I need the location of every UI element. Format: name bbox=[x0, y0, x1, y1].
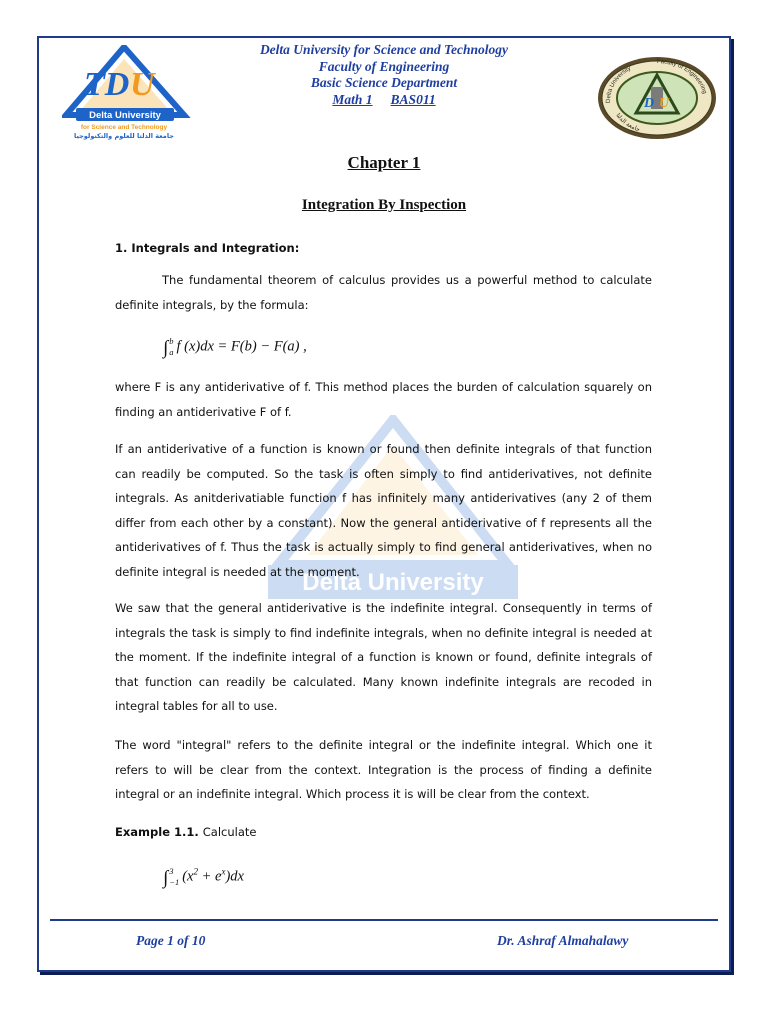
footer-divider bbox=[50, 919, 718, 921]
emblem-ring-bottom: جامعة الدلتا bbox=[614, 112, 641, 134]
header-department: Basic Science Department bbox=[310, 75, 458, 90]
upper-limit: 3 bbox=[169, 866, 174, 876]
paragraph-2: where F is any antiderivative of f. This method places the burden of calculation squarely on finding an antiderivative F of f. bbox=[115, 380, 652, 419]
watermark-text: Delta University bbox=[302, 569, 484, 596]
logo-tagline: for Science and Technology bbox=[80, 124, 168, 131]
exponent-x: x bbox=[221, 866, 226, 877]
svg-text:TD: TD bbox=[84, 66, 130, 103]
chapter-heading: Chapter 1 bbox=[347, 153, 421, 172]
paragraph-5: The word "integral" refers to the definite integral or the indefinite integral. Which one it refers to will be clear from the context. Integration is the process of finding a definite integral or an indefinite integral. Which process it is will be clear from the context. bbox=[115, 738, 652, 801]
svg-text:U: U bbox=[130, 66, 155, 103]
chapter-title: Integration By Inspection bbox=[301, 197, 467, 213]
expr-mid: + e bbox=[197, 868, 222, 885]
footer-author: Dr. Ashraf Almahalawy bbox=[497, 933, 629, 948]
example-text: Calculate bbox=[202, 825, 257, 839]
emblem-ring-left: Delta University bbox=[605, 65, 633, 104]
expr-open: (x bbox=[182, 868, 194, 885]
emblem-ring-right: Faculty of Engineering bbox=[656, 58, 708, 95]
lower-limit: a bbox=[169, 347, 174, 357]
lower-limit: −1 bbox=[169, 877, 180, 887]
paragraph-4: We saw that the general antiderivative is the indefinite integral. Consequently in terms of integrals the task is simply to find indefinite integrals, when no definite integral is needed at the moment. If the indefinite integral of a function is known or found, definite integrals of that function can readily be calculated. Many known indefinite integrals are recoded in integral tables for all to use. bbox=[115, 601, 652, 713]
logo-arabic: جامعة الدلتا للعلوم والتكنولوجيا bbox=[74, 132, 174, 140]
paragraph-1: The fundamental theorem of calculus provides us a powerful method to calculate definite integrals, by the formula: bbox=[115, 273, 652, 312]
logo-name: Delta University bbox=[89, 110, 161, 121]
page-number: Page 1 of 10 bbox=[136, 933, 206, 948]
document-header bbox=[0, 42, 768, 108]
header-course bbox=[0, 92, 768, 109]
expr-close: )dx bbox=[225, 868, 244, 885]
svg-text:D: D bbox=[644, 96, 655, 111]
formula-fundamental-theorem bbox=[163, 336, 307, 359]
upper-limit: b bbox=[169, 336, 174, 346]
section-heading: 1. Integrals and Integration: bbox=[115, 241, 300, 255]
paragraph-3: If an antiderivative of a function is known or found then definite integrals of that function can readily be computed. So the task is often simply to find antiderivatives, not definite integrals. As anitderivatiable function f has infinitely many antiderivatives (any 2 of them differ from each other by a constant). Now the general antiderivative of f represents all the antiderivatives of f. Thus the task is actually simply to find general antiderivatives, when no definite integral is needed at the moment. bbox=[115, 442, 652, 579]
example-heading bbox=[115, 820, 652, 845]
header-university: Delta University for Science and Technology bbox=[259, 42, 509, 57]
formula-expression: f (x)dx = F(b) − F(a) , bbox=[176, 338, 307, 355]
integral-sign: ∫ bbox=[163, 337, 169, 359]
integral-sign: ∫ bbox=[163, 867, 169, 889]
course-code: BAS011 bbox=[390, 91, 436, 107]
header-faculty: Faculty of Engineering bbox=[318, 58, 450, 74]
example-label: Example 1.1. bbox=[115, 825, 199, 839]
course-name: Math 1 bbox=[332, 91, 373, 107]
formula-example bbox=[163, 866, 244, 889]
svg-text:U: U bbox=[659, 96, 670, 111]
exponent-2: 2 bbox=[193, 866, 198, 877]
